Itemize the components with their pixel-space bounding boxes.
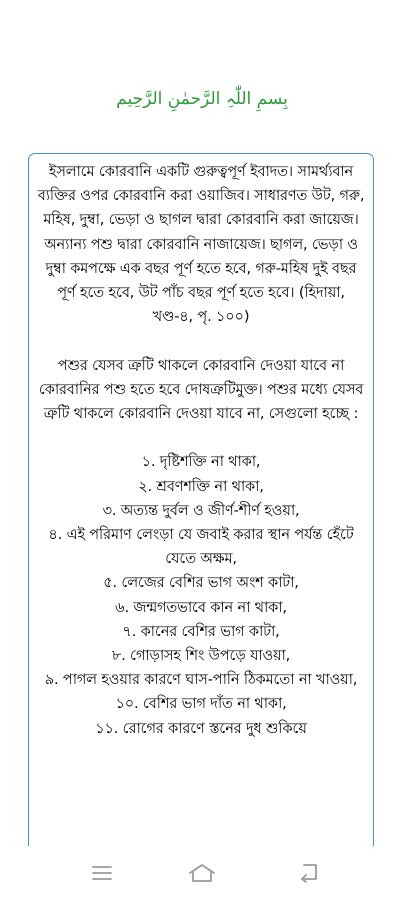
back-button[interactable] [294,864,324,886]
back-icon [298,863,320,887]
content-card[interactable] [28,153,374,873]
paragraph-gap [35,329,367,353]
list-item: ২. শ্রবণশক্তি না থাকা, [138,477,264,495]
list-item: ৬. জন্মগতভাবে কান না থাকা, [115,598,287,616]
list-item: ৪. এই পরিমাণ লেংড়া যে জবাই করার স্থান পর্যন্ত হেঁটে যেতে অক্ষম, [48,526,354,568]
list-item: ৭. কানের বেশির ভাগ কাটা, [122,622,280,640]
list-item: ৯. পাগল হওয়ার কারণে ঘাস-পানি ঠিকমতো না খাওয়া, [44,671,358,689]
home-button[interactable] [187,864,217,886]
menu-button[interactable] [87,864,117,886]
system-navigation-bar [0,846,404,900]
menu-icon [92,865,112,885]
home-icon [188,863,216,887]
bismillah-heading: بِسمِ اللّٰہِ الرَّحمٰنِ الرَّحِیم [116,89,288,109]
list-item: ১. দৃষ্টিশক্তি না থাকা, [141,453,261,471]
list-item: ৮. গোড়াসহ শিং উপড়ে যাওয়া, [111,647,291,665]
intro-paragraph: ইসলামে কোরবানি একটি গুরুত্বপূর্ণ ইবাদত। সামর্থ্যবান ব্যক্তির ওপর কোরবানি করা ওয়াজিব। সাধারণত উট, গরু, মহিষ, দুম্বা, ভেড়া ও ছাগল দ্বারা কোরবানি করা জায়েজ। অন্যান্য পশু দ্বারা কোরবানি নাজায়েজ। ছাগল, ভেড়া ও দুম্বা কমপক্ষে এক বছর পূর্ণ হতে হবে, গরু-মহিষ দুই বছর পূর্ণ হতে হবে, উট পাঁচ বছর পূর্ণ হতে হবে। (হিদায়া, খণ্ড-৪, পৃ. ১০০) [37,163,365,326]
list-item: ১০. বেশির ভাগ দাঁত না থাকা, [115,695,287,713]
list-item: ১১. রোগের কারণে স্তনের দুধ শুকিয়ে [95,719,307,737]
paragraph-gap [35,426,367,450]
list-item: ৩. অত্যন্ত দুর্বল ও জীর্ণ-শীর্ণ হওয়া, [102,501,300,519]
defects-paragraph: পশুর যেসব ত্রুটি থাকলে কোরবানি দেওয়া যাবে না কোরবানির পশু হতে হবে দোষত্রুটিমুক্ত। পশুর মধ্যে যেসব ত্রুটি থাকলে কোরবানি দেওয়া যাবে না, সেগুলো হচ্ছে : [38,356,364,423]
list-item: ৫. লেজের বেশির ভাগ অংশ কাটা, [103,574,299,592]
content-text [35,160,367,741]
